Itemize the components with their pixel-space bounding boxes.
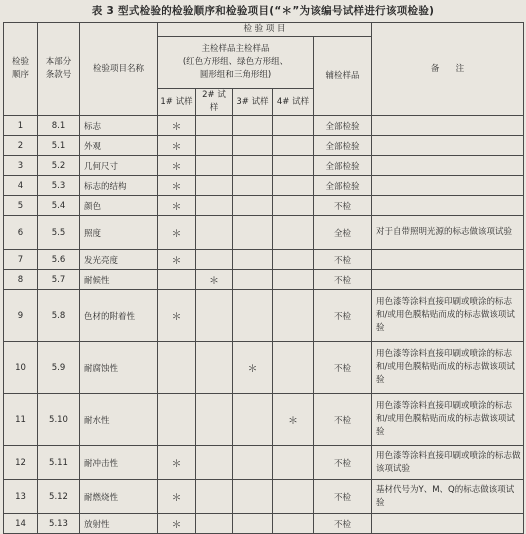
row-seq: 3: [4, 156, 38, 176]
row-remark: [372, 116, 524, 136]
row-seq: 2: [4, 136, 38, 156]
table-row: [4, 446, 524, 480]
table-row: [4, 480, 524, 514]
row-sample-3-mark: [233, 270, 273, 290]
row-sample-4-mark: [273, 270, 314, 290]
row-sample-2-mark: [196, 196, 233, 216]
row-remark: 基材代号为Y、M、Q的标志做该项试验: [372, 480, 524, 514]
header-inspection-items: 检 验 项 目: [158, 23, 372, 37]
row-sample-1-mark: ＊: [158, 196, 196, 216]
row-seq: 8: [4, 270, 38, 290]
row-sample-1-mark: ＊: [158, 250, 196, 270]
table-row: [4, 290, 524, 342]
table-row: [4, 156, 524, 176]
row-sample-2-mark: [196, 446, 233, 480]
row-sample-2-mark: [196, 342, 233, 394]
header-remark: 备 注: [372, 23, 524, 116]
row-item-name: 耐燃烧性: [80, 480, 158, 514]
row-sample-2-mark: [196, 156, 233, 176]
row-sample-2-mark: [196, 480, 233, 514]
row-seq: 5: [4, 196, 38, 216]
row-sample-4-mark: [273, 446, 314, 480]
row-item-name: 照度: [80, 216, 158, 250]
row-remark: 用色漆等涂料直接印刷或喷涂的标志和/或用色膜粘贴而成的标志做该项试验: [372, 342, 524, 394]
header-clause: 本部分 条款号: [38, 23, 80, 116]
row-remark: [372, 514, 524, 534]
header-sample-4: 4# 试样: [273, 89, 314, 116]
row-clause: 5.5: [38, 216, 80, 250]
row-sample-4-mark: [273, 196, 314, 216]
row-aux-sample: 不检: [314, 270, 372, 290]
row-sample-3-mark: [233, 250, 273, 270]
row-remark: [372, 176, 524, 196]
row-seq: 13: [4, 480, 38, 514]
row-clause: 5.7: [38, 270, 80, 290]
row-clause: 5.3: [38, 176, 80, 196]
row-item-name: 标志的结构: [80, 176, 158, 196]
row-sample-4-mark: [273, 116, 314, 136]
row-sample-3-mark: [233, 136, 273, 156]
row-clause: 5.11: [38, 446, 80, 480]
row-aux-sample: 不检: [314, 290, 372, 342]
row-sample-2-mark: [196, 136, 233, 156]
header-sample-1: 1# 试样: [158, 89, 196, 116]
row-sample-3-mark: [233, 116, 273, 136]
row-sample-4-mark: [273, 156, 314, 176]
row-aux-sample: 不检: [314, 250, 372, 270]
table-row: [4, 514, 524, 534]
row-remark: 用色漆等涂料直接印刷或喷涂的标志和/或用色膜粘贴而成的标志做该项试验: [372, 290, 524, 342]
table-row: [4, 116, 524, 136]
row-aux-sample: 全部检验: [314, 156, 372, 176]
row-sample-2-mark: [196, 250, 233, 270]
row-sample-1-mark: [158, 394, 196, 446]
row-clause: 5.10: [38, 394, 80, 446]
row-aux-sample: 不检: [314, 480, 372, 514]
row-sample-4-mark: [273, 250, 314, 270]
row-item-name: 颜色: [80, 196, 158, 216]
row-sample-1-mark: ＊: [158, 290, 196, 342]
row-seq: 14: [4, 514, 38, 534]
row-sample-3-mark: ＊: [233, 342, 273, 394]
header-main-sample: 主检样品主检样品 (红色方形组、绿色方形组、 圆形组和三角形组): [158, 37, 314, 89]
table-row: [4, 136, 524, 156]
row-sample-3-mark: [233, 156, 273, 176]
row-item-name: 放射性: [80, 514, 158, 534]
row-item-name: 耐腐蚀性: [80, 342, 158, 394]
row-sample-2-mark: [196, 116, 233, 136]
header-sample-3: 3# 试样: [233, 89, 273, 116]
row-clause: 5.12: [38, 480, 80, 514]
row-item-name: 色材的附着性: [80, 290, 158, 342]
row-clause: 5.4: [38, 196, 80, 216]
row-aux-sample: 不检: [314, 342, 372, 394]
row-item-name: 几何尺寸: [80, 156, 158, 176]
inspection-table: [3, 22, 524, 534]
table-row: [4, 270, 524, 290]
row-sample-2-mark: ＊: [196, 270, 233, 290]
table-row: [4, 394, 524, 446]
row-sample-1-mark: ＊: [158, 156, 196, 176]
header-aux-sample: 辅检样品: [314, 37, 372, 116]
row-sample-4-mark: [273, 216, 314, 250]
row-sample-3-mark: [233, 514, 273, 534]
table-row: [4, 196, 524, 216]
row-seq: 11: [4, 394, 38, 446]
row-remark: 用色漆等涂料直接印刷或喷涂的标志和/或用色膜粘贴而成的标志做该项试验: [372, 394, 524, 446]
row-item-name: 发光亮度: [80, 250, 158, 270]
row-clause: 5.9: [38, 342, 80, 394]
table-row: [4, 250, 524, 270]
row-remark: [372, 136, 524, 156]
row-item-name: 耐水性: [80, 394, 158, 446]
row-aux-sample: 全部检验: [314, 136, 372, 156]
row-sample-2-mark: [196, 514, 233, 534]
row-clause: 5.2: [38, 156, 80, 176]
header-item-name: 检验项目名称: [80, 23, 158, 116]
row-item-name: 标志: [80, 116, 158, 136]
row-seq: 9: [4, 290, 38, 342]
row-sample-4-mark: [273, 342, 314, 394]
row-remark: [372, 156, 524, 176]
table-row: [4, 176, 524, 196]
row-sample-3-mark: [233, 480, 273, 514]
row-sample-1-mark: ＊: [158, 176, 196, 196]
row-aux-sample: 全检: [314, 216, 372, 250]
row-seq: 4: [4, 176, 38, 196]
row-sample-4-mark: [273, 136, 314, 156]
row-sample-1-mark: [158, 270, 196, 290]
row-clause: 8.1: [38, 116, 80, 136]
row-aux-sample: 全部检验: [314, 116, 372, 136]
row-item-name: 耐候性: [80, 270, 158, 290]
row-aux-sample: 不检: [314, 514, 372, 534]
row-sample-1-mark: ＊: [158, 446, 196, 480]
row-item-name: 外观: [80, 136, 158, 156]
row-sample-3-mark: [233, 394, 273, 446]
row-remark: 用色漆等涂料直接印刷或喷涂的标志做该项试验: [372, 446, 524, 480]
row-remark: [372, 270, 524, 290]
row-remark: 对于自带照明光源的标志做该项试验: [372, 216, 524, 250]
row-sample-1-mark: ＊: [158, 136, 196, 156]
row-sample-1-mark: ＊: [158, 116, 196, 136]
table-title: 表 3 型式检验的检验顺序和检验项目(“＊”为该编号试样进行该项检验): [91, 5, 435, 17]
row-sample-1-mark: ＊: [158, 216, 196, 250]
row-sample-3-mark: [233, 176, 273, 196]
row-sample-4-mark: [273, 480, 314, 514]
row-sample-2-mark: [196, 394, 233, 446]
row-sample-4-mark: [273, 176, 314, 196]
row-aux-sample: 不检: [314, 196, 372, 216]
row-seq: 6: [4, 216, 38, 250]
row-sample-3-mark: [233, 446, 273, 480]
row-clause: 5.1: [38, 136, 80, 156]
row-item-name: 耐冲击性: [80, 446, 158, 480]
row-clause: 5.13: [38, 514, 80, 534]
table-row: [4, 342, 524, 394]
row-remark: [372, 250, 524, 270]
row-seq: 12: [4, 446, 38, 480]
row-aux-sample: 不检: [314, 446, 372, 480]
table-row: [4, 216, 524, 250]
header-sample-2: 2# 试样: [196, 89, 233, 116]
row-clause: 5.6: [38, 250, 80, 270]
row-sample-1-mark: [158, 342, 196, 394]
row-sample-2-mark: [196, 176, 233, 196]
row-sample-4-mark: ＊: [273, 394, 314, 446]
row-sample-3-mark: [233, 290, 273, 342]
row-sample-3-mark: [233, 196, 273, 216]
row-seq: 7: [4, 250, 38, 270]
row-seq: 1: [4, 116, 38, 136]
row-sample-1-mark: ＊: [158, 514, 196, 534]
row-clause: 5.8: [38, 290, 80, 342]
row-sample-2-mark: [196, 290, 233, 342]
row-sample-4-mark: [273, 514, 314, 534]
header-seq: 检验 顺序: [4, 23, 38, 116]
row-sample-2-mark: [196, 216, 233, 250]
row-sample-4-mark: [273, 290, 314, 342]
row-sample-3-mark: [233, 216, 273, 250]
row-sample-1-mark: ＊: [158, 480, 196, 514]
row-aux-sample: 全部检验: [314, 176, 372, 196]
row-seq: 10: [4, 342, 38, 394]
row-aux-sample: 不检: [314, 394, 372, 446]
row-remark: [372, 196, 524, 216]
